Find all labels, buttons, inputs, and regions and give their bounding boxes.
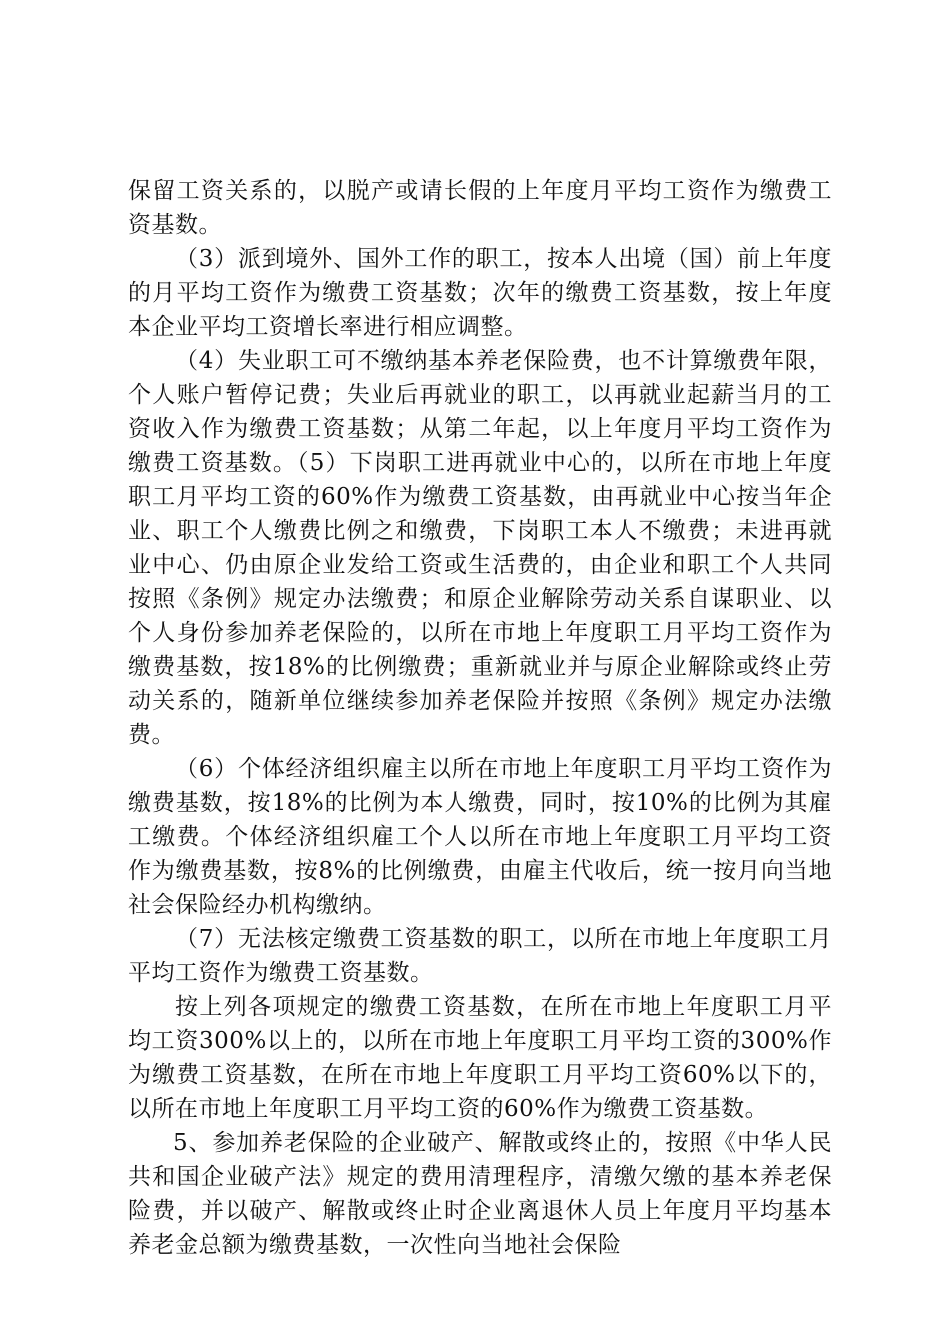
- paragraph-item-7: （7）无法核定缴费工资基数的职工，以所在市地上年度职工月平均工资作为缴费工资基数。: [128, 926, 832, 986]
- paragraph-item-6: （6）个体经济组织雇主以所在市地上年度职工月平均工资作为缴费基数，按18%的比例为本人缴费，同时，按10%的比例为其雇工缴费。个体经济组织雇工个人以所在市地上年度职工月平均工资作为缴费基数，按8%的比例缴费，由雇主代收后，统一按月向当地社会保险经办机构缴纳。: [128, 756, 832, 918]
- document-body: [128, 174, 832, 1262]
- paragraph-item-4-5: （4）失业职工可不缴纳基本养老保险费，也不计算缴费年限，个人账户暂停记费；失业后再就业的职工，以再就业起薪当月的工资收入作为缴费工资基数；从第二年起，以上年度月平均工资作为缴费工资基数。（5）下岗职工进再就业中心的，以所在市地上年度职工月平均工资的60%作为缴费工资基数，由再就业中心按当年企业、职工个人缴费比例之和缴费，下岗职工本人不缴费；未进再就业中心、仍由原企业发给工资或生活费的，由企业和职工个人共同按照《条例》规定办法缴费；和原企业解除劳动关系自谋职业、以个人身份参加养老保险的，以所在市地上年度职工月平均工资作为缴费基数，按18%的比例缴费；重新就业并与原企业解除或终止劳动关系的，随新单位继续参加养老保险并按照《条例》规定办法缴费。: [128, 348, 832, 748]
- paragraph-base-limits: 按上列各项规定的缴费工资基数，在所在市地上年度职工月平均工资300%以上的，以所在市地上年度职工月平均工资的300%作为缴费工资基数，在所在市地上年度职工月平均工资60%以下的，以所在市地上年度职工月平均工资的60%作为缴费工资基数。: [128, 994, 832, 1122]
- paragraph-section-5: 5、参加养老保险的企业破产、解散或终止的，按照《中华人民共和国企业破产法》规定的费用清理程序，清缴欠缴的基本养老保险费，并以破产、解散或终止时企业离退休人员上年度月平均基本养老金总额为缴费基数，一次性向当地社会保险: [128, 1130, 832, 1258]
- paragraph-continued: 保留工资关系的，以脱产或请长假的上年度月平均工资作为缴费工资基数。: [128, 178, 832, 238]
- paragraph-item-3: （3）派到境外、国外工作的职工，按本人出境（国）前上年度的月平均工资作为缴费工资基数；次年的缴费工资基数，按上年度本企业平均工资增长率进行相应调整。: [128, 246, 832, 340]
